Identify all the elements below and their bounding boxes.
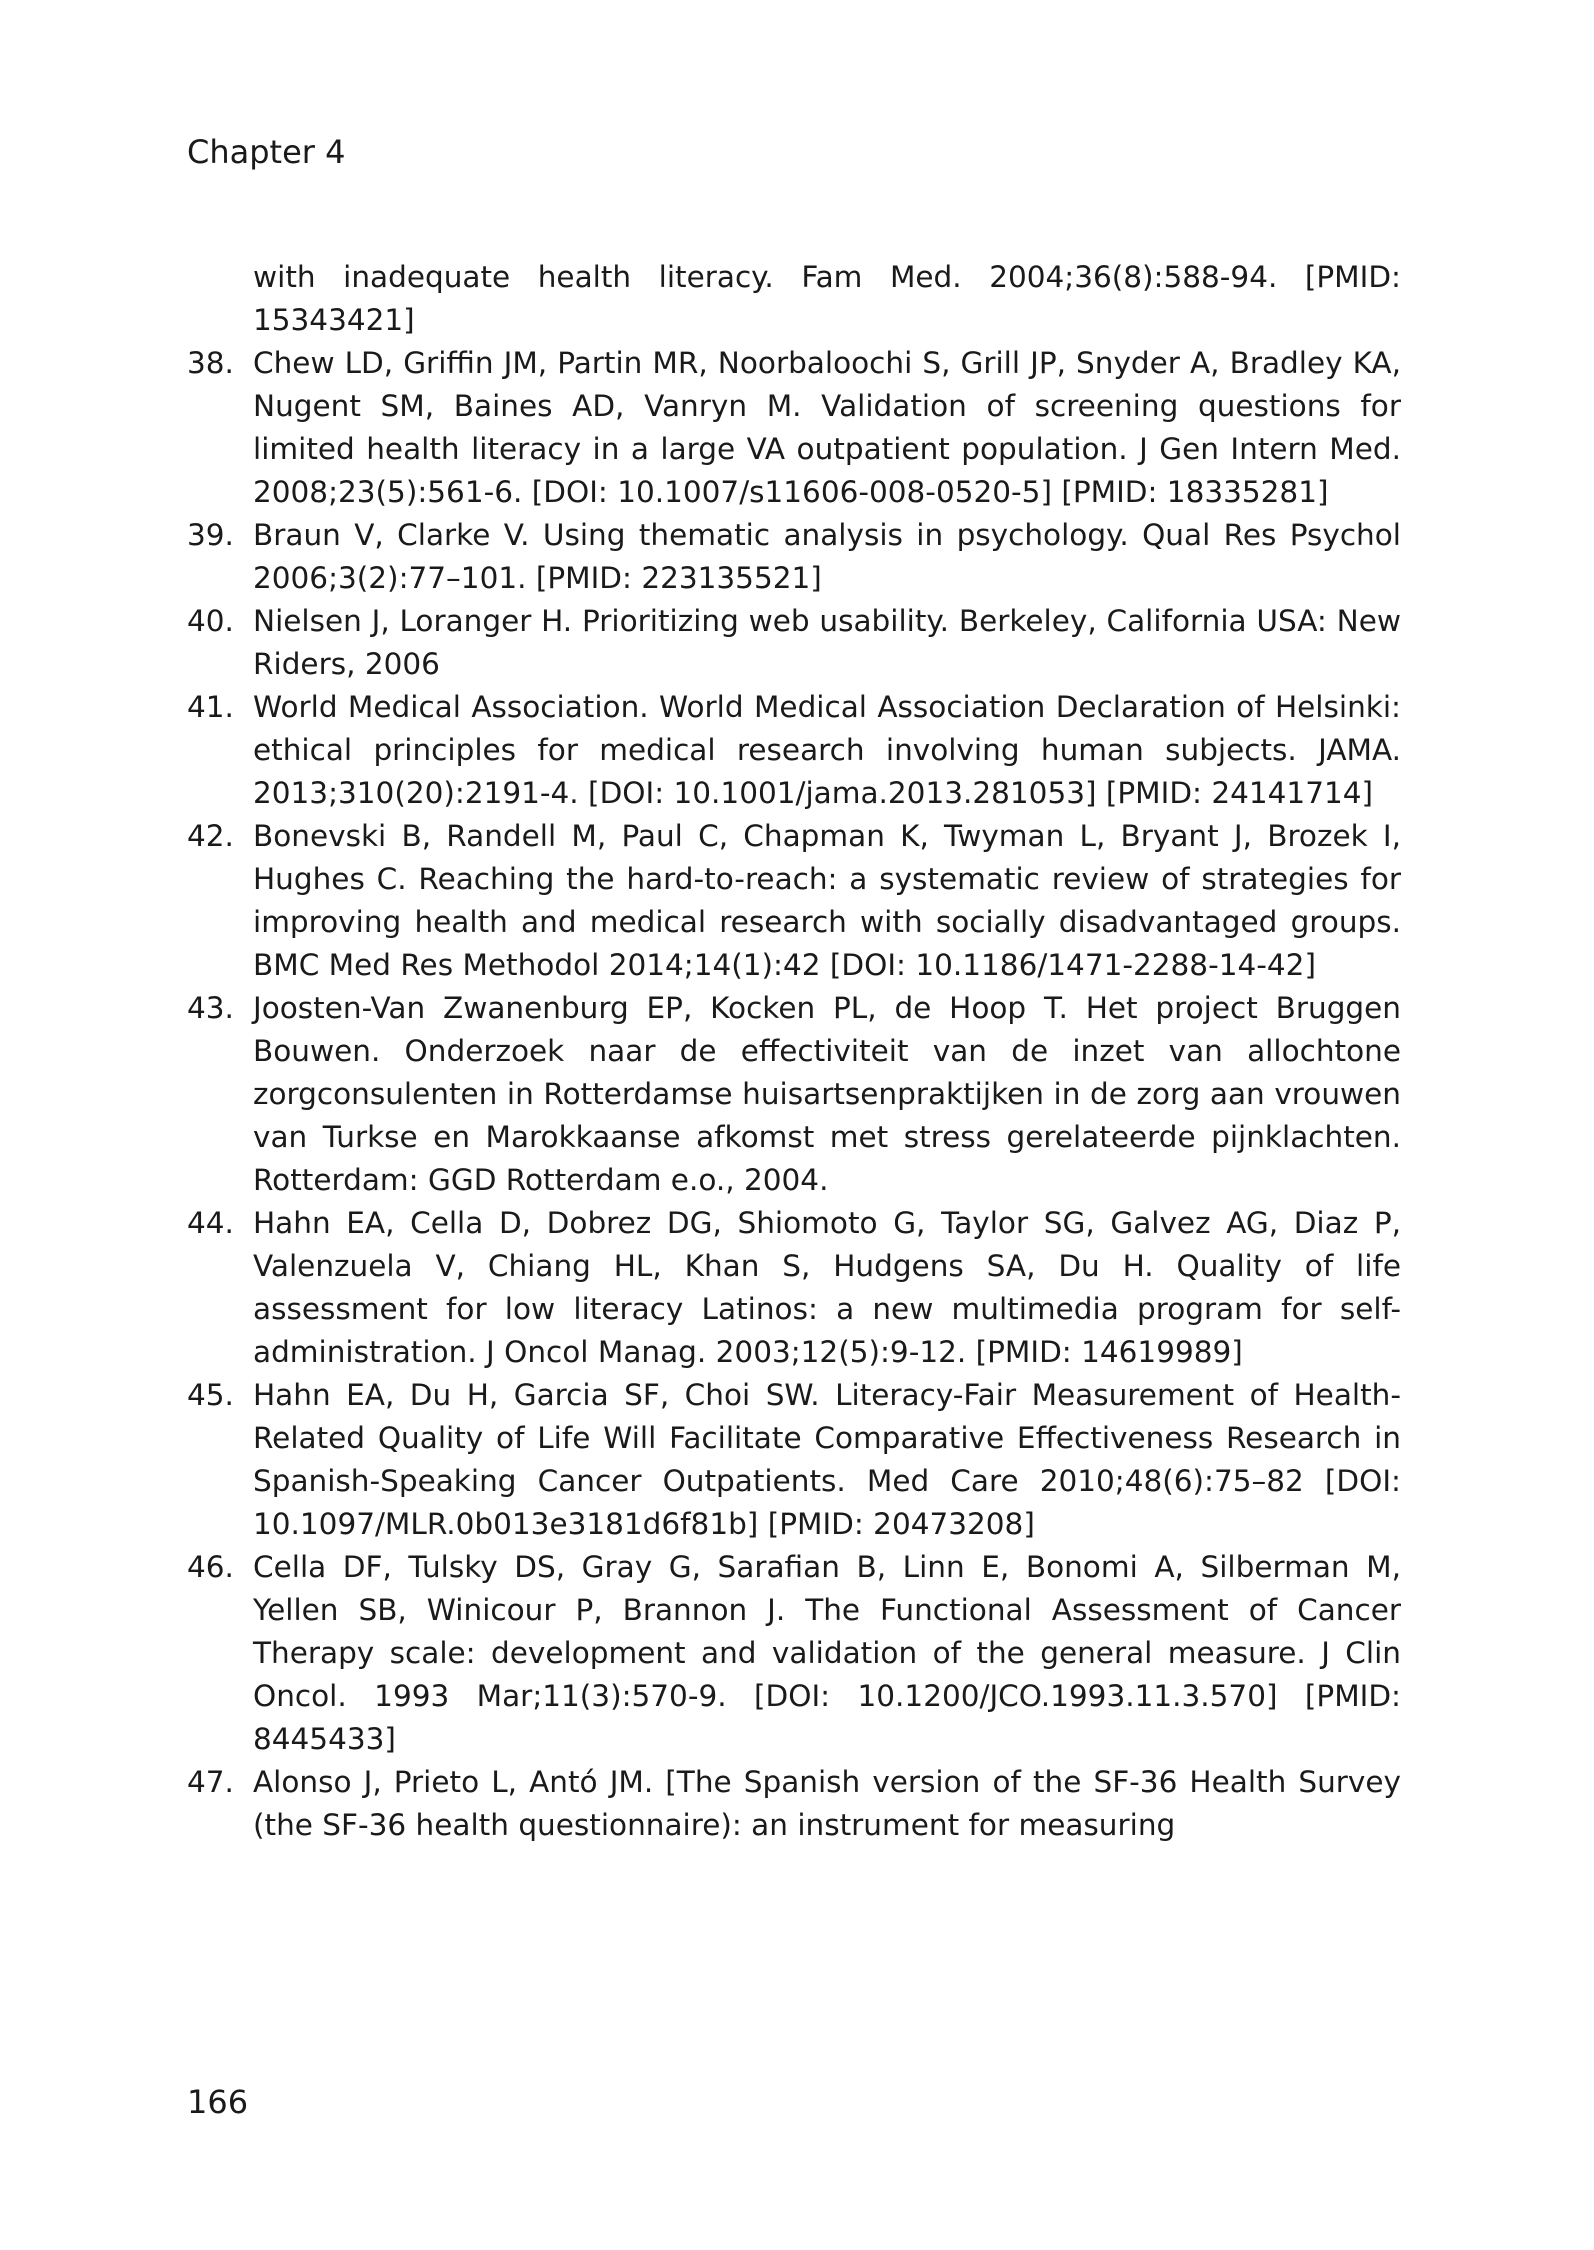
reference-text: Hahn EA, Du H, Garcia SF, Choi SW. Literacy-Fair Measurement of Health-Related Quality of Life Will Facilitate Comparative Effectiveness Research in Spanish-Speaking Cancer Outpatients. Med Care 2010;48(6):75–82 [DOI: 10.1097/MLR.0b013e3181d6f81b] [PMID: 20473208] [253,1378,1401,1541]
reference-item [187,600,1401,686]
reference-number: 39. [187,518,234,552]
reference-item [187,256,1401,342]
reference-number: 45. [187,1378,234,1412]
reference-text: with inadequate health literacy. Fam Med. 2004;36(8):588-94. [PMID: 15343421] [253,260,1401,337]
reference-item [187,1761,1401,1847]
running-head: Chapter 4 [187,133,346,171]
reference-text: Braun V, Clarke V. Using thematic analysis in psychology. Qual Res Psychol 2006;3(2):77–101. [PMID: 223135521] [253,518,1401,595]
reference-item [187,815,1401,987]
reference-item [187,1374,1401,1546]
reference-text: World Medical Association. World Medical Association Declaration of Helsinki: ethical principles for medical research involving human subjects. JAMA. 2013;310(20):2191-4. [DOI: 10.1001/jama.2013.281053] [PMID: 24141714] [253,690,1401,810]
reference-text: Bonevski B, Randell M, Paul C, Chapman K, Twyman L, Bryant J, Brozek I, Hughes C. Reaching the hard-to-reach: a systematic review of strategies for improving health and medical research with socially disadvantaged groups. BMC Med Res Methodol 2014;14(1):42 [DOI: 10.1186/1471-2288-14-42] [253,819,1401,982]
reference-text: Chew LD, Griffin JM, Partin MR, Noorbaloochi S, Grill JP, Snyder A, Bradley KA, Nugent SM, Baines AD, Vanryn M. Validation of screening questions for limited health literacy in a large VA outpatient population. J Gen Intern Med. 2008;23(5):561-6. [DOI: 10.1007/s11606-008-0520-5] [PMID: 18335281] [253,346,1401,509]
reference-text: Hahn EA, Cella D, Dobrez DG, Shiomoto G, Taylor SG, Galvez AG, Diaz P, Valenzuela V, Chiang HL, Khan S, Hudgens SA, Du H. Quality of life assessment for low literacy Latinos: a new multimedia program for self-administration. J Oncol Manag. 2003;12(5):9-12. [PMID: 14619989] [253,1206,1401,1369]
page-number: 166 [187,2083,249,2121]
reference-number: 41. [187,690,234,724]
reference-number: 42. [187,819,234,853]
reference-number: 40. [187,604,234,638]
reference-number: 44. [187,1206,234,1240]
reference-item [187,514,1401,600]
reference-item [187,1546,1401,1761]
reference-text: Joosten-Van Zwanenburg EP, Kocken PL, de Hoop T. Het project Bruggen Bouwen. Onderzoek naar de effectiviteit van de inzet van allochtone zorgconsulenten in Rotterdamse huisartsenpraktijken in de zorg aan vrouwen van Turkse en Marokkaanse afkomst met stress gerelateerde pijnklachten. Rotterdam: GGD Rotterdam e.o., 2004. [253,991,1401,1197]
reference-number: 46. [187,1550,234,1584]
reference-item [187,987,1401,1202]
reference-list [187,256,1401,1847]
reference-item [187,686,1401,815]
reference-text: Nielsen J, Loranger H. Prioritizing web usability. Berkeley, California USA: New Riders, 2006 [253,604,1401,681]
reference-number: 47. [187,1765,234,1799]
reference-item [187,342,1401,514]
reference-number: 38. [187,346,234,380]
reference-text: Cella DF, Tulsky DS, Gray G, Sarafian B, Linn E, Bonomi A, Silberman M, Yellen SB, Winicour P, Brannon J. The Functional Assessment of Cancer Therapy scale: development and validation of the general measure. J Clin Oncol. 1993 Mar;11(3):570-9. [DOI: 10.1200/JCO.1993.11.3.570] [PMID: 8445433] [253,1550,1401,1756]
reference-item [187,1202,1401,1374]
reference-number: 43. [187,991,234,1025]
reference-text: Alonso J, Prieto L, Antó JM. [The Spanish version of the SF-36 Health Survey (the SF-36 health questionnaire): an instrument for measuring [253,1765,1401,1842]
